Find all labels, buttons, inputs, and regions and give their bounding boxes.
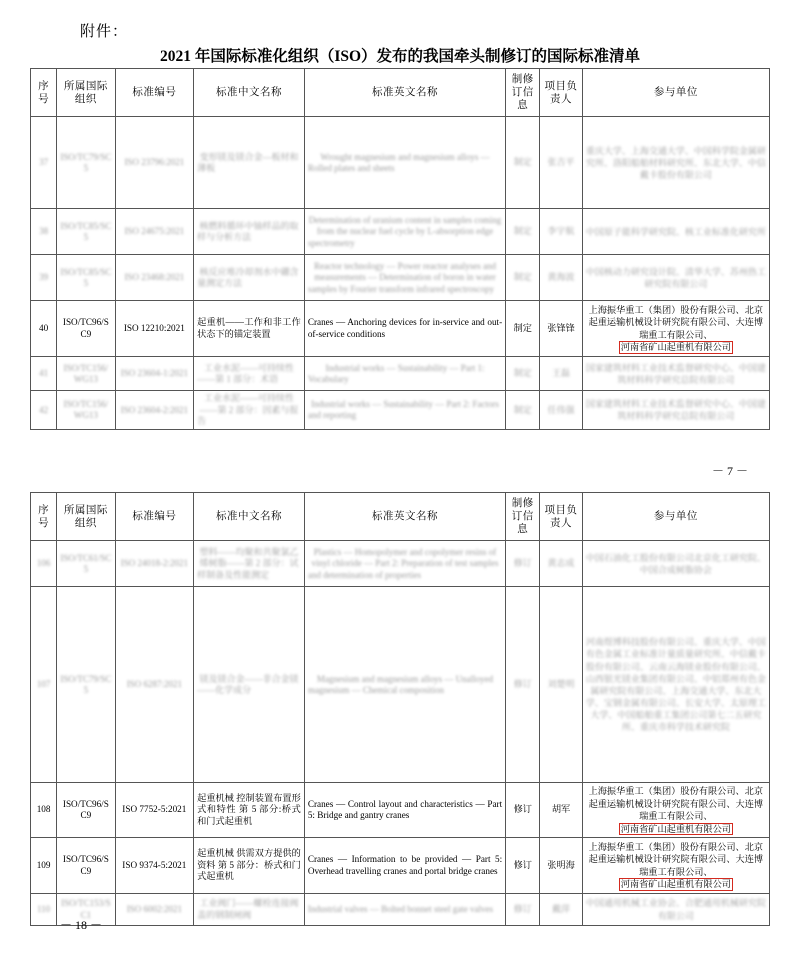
cell-units: 河南煜博科技股份有限公司、重庆大学、中国有色金属工业标准计量质量研究所、中信戴卡股份有限公司、云南云海镁业股份有限公司、山西银光镁业集团有限公司、中铝郑州有色金属研究院有限公司、上海交通大学、东北大学、宝钢金属有限公司、长安大学、太原理工大学、中国船舶重工集团公司第七二五研究所、重庆市科学技术研究院 bbox=[582, 587, 769, 783]
column-header-revision: 制修订信息 bbox=[506, 69, 540, 117]
cell-org: ISO/TC85/SC5 bbox=[57, 209, 115, 255]
table-row bbox=[31, 357, 770, 391]
column-header-owner: 项目负责人 bbox=[540, 493, 582, 541]
column-header-units: 参与单位 bbox=[582, 493, 769, 541]
cell-units: 重庆大学、上海交通大学、中国科学院金属研究所、洛阳船舶材料研究所、东北大学、中信戴卡股份有限公司 bbox=[582, 117, 769, 209]
cell-units bbox=[582, 301, 769, 357]
cell-zh-name: 镁及镁合金——非合金镁——化学成分 bbox=[194, 587, 305, 783]
column-header-owner: 项目负责人 bbox=[540, 69, 582, 117]
cell-org: ISO/TC96/SC9 bbox=[57, 301, 115, 357]
cell-owner: 任伟强 bbox=[540, 391, 582, 430]
units-highlight-text: 河南省矿山起重机有限公司 bbox=[620, 823, 731, 834]
cell-revision: 制定 bbox=[506, 301, 540, 357]
cell-revision: 制定 bbox=[506, 209, 540, 255]
cell-zh-name: 起重机械 控制装置布置形式和特性 第 5 部分:桥式和门式起重机 bbox=[194, 783, 305, 838]
cell-std-no: ISO 23796:2021 bbox=[115, 117, 194, 209]
table-header-row bbox=[31, 69, 770, 117]
cell-std-no: ISO 7752-5:2021 bbox=[115, 783, 194, 838]
cell-seq: 108 bbox=[31, 783, 57, 838]
cell-en-name: Plastics — Homopolymer and copolymer resins of vinyl chloride — Part 2: Preparation of test samples and determination of properties bbox=[304, 541, 505, 587]
column-header-seq: 序号 bbox=[31, 69, 57, 117]
table-row-highlighted bbox=[31, 783, 770, 838]
cell-en-name: Cranes — Anchoring devices for in-service and out-of-service conditions bbox=[304, 301, 505, 357]
cell-en-name: Reactor technology — Power reactor analyses and measurements — Determination of boron in water samples by Fourier transform infrared spectroscopy bbox=[304, 255, 505, 301]
cell-revision: 修订 bbox=[506, 541, 540, 587]
cell-units: 国家建筑材料工业技术监督研究中心、中国建筑材料科学研究总院有限公司 bbox=[582, 391, 769, 430]
page-number-top: － 7 － bbox=[711, 464, 748, 478]
table-header-row bbox=[31, 493, 770, 541]
cell-zh-name: 工业阀门——螺栓连接阀盖的钢制闸阀 bbox=[194, 894, 305, 926]
cell-org: ISO/TC153/SC1 bbox=[57, 894, 115, 926]
cell-seq: 40 bbox=[31, 301, 57, 357]
column-header-revision: 制修订信息 bbox=[506, 493, 540, 541]
attachment-label: 附件： bbox=[80, 24, 129, 40]
cell-en-name: Industrial valves — Bolted bonnet steel gate valves bbox=[304, 894, 505, 926]
cell-owner: 黄志成 bbox=[540, 541, 582, 587]
cell-units: 国家建筑材料工业技术监督研究中心、中国建筑材料科学研究总院有限公司 bbox=[582, 357, 769, 391]
cell-en-name: Determination of uranium content in samples coming from the nuclear fuel cycle by L-absorption edge spectrometry bbox=[304, 209, 505, 255]
cell-std-no: ISO 9374-5:2021 bbox=[115, 838, 194, 894]
cell-units bbox=[582, 838, 769, 894]
cell-seq: 109 bbox=[31, 838, 57, 894]
column-header-zh-name: 标准中文名称 bbox=[194, 69, 305, 117]
cell-std-no: ISO 23604-1:2021 bbox=[115, 357, 194, 391]
cell-seq: 107 bbox=[31, 587, 57, 783]
cell-owner: 胡军 bbox=[540, 783, 582, 838]
cell-std-no: ISO 23604-2:2021 bbox=[115, 391, 194, 430]
cell-en-name: Wrought magnesium and magnesium alloys — Rolled plates and sheets bbox=[304, 117, 505, 209]
units-highlight-text: 河南省矿山起重机有限公司 bbox=[620, 342, 731, 353]
cell-en-name: Industrial works — Sustainability — Part 1: Vocabulary bbox=[304, 357, 505, 391]
cell-std-no: ISO 6287:2021 bbox=[115, 587, 194, 783]
standards-table-top bbox=[30, 68, 770, 430]
cell-revision: 制定 bbox=[506, 391, 540, 430]
cell-zh-name: 变形镁及镁合金—板材和薄板 bbox=[194, 117, 305, 209]
cell-zh-name: 工业水泥——可持续性——第 2 部分：因素与报告 bbox=[194, 391, 305, 430]
page-number-bottom: － 18 － bbox=[60, 918, 103, 932]
cell-revision: 修订 bbox=[506, 894, 540, 926]
cell-units bbox=[582, 783, 769, 838]
cell-revision: 制定 bbox=[506, 255, 540, 301]
cell-zh-name: 核反应堆冷却剂水中硼含量测定方法 bbox=[194, 255, 305, 301]
table-row bbox=[31, 117, 770, 209]
table-row bbox=[31, 255, 770, 301]
column-header-zh-name: 标准中文名称 bbox=[194, 493, 305, 541]
cell-en-name: Cranes — Information to be provided — Part 5: Overhead travelling cranes and portal bridge cranes bbox=[304, 838, 505, 894]
cell-revision: 修订 bbox=[506, 838, 540, 894]
cell-owner: 张明海 bbox=[540, 838, 582, 894]
column-header-org: 所属国际组织 bbox=[57, 69, 115, 117]
column-header-org: 所属国际组织 bbox=[57, 493, 115, 541]
cell-org: ISO/TC96/SC9 bbox=[57, 783, 115, 838]
cell-zh-name: 核燃料循环中铀样品的取样与分析方法 bbox=[194, 209, 305, 255]
cell-org: ISO/TC61/SC5 bbox=[57, 541, 115, 587]
cell-owner: 戴萍 bbox=[540, 894, 582, 926]
units-plain-text: 上海振华重工（集团）股份有限公司、北京起重运输机械设计研究院有限公司、大连博瑞重工有限公司、 bbox=[588, 305, 764, 340]
table-row-highlighted bbox=[31, 838, 770, 894]
cell-zh-name: 塑料——均聚和共聚氯乙烯树脂——第 2 部分：试样制备及性能测定 bbox=[194, 541, 305, 587]
cell-owner: 张锋锋 bbox=[540, 301, 582, 357]
cell-org: ISO/TC156/WG13 bbox=[57, 357, 115, 391]
cell-revision: 制定 bbox=[506, 117, 540, 209]
units-highlight-text: 河南省矿山起重机有限公司 bbox=[620, 878, 731, 889]
cell-units: 中国原子能科学研究院、核工业标准化研究所 bbox=[582, 209, 769, 255]
page-title: 2021 年国际标准化组织（ISO）发布的我国牵头制修订的国际标准清单 bbox=[159, 48, 641, 65]
table-row bbox=[31, 209, 770, 255]
column-header-std-no: 标准编号 bbox=[115, 69, 194, 117]
column-header-std-no: 标准编号 bbox=[115, 493, 194, 541]
table-row-highlighted bbox=[31, 301, 770, 357]
cell-std-no: ISO 24018-2:2021 bbox=[115, 541, 194, 587]
cell-org: ISO/TC96/SC9 bbox=[57, 838, 115, 894]
cell-std-no: ISO 6002:2021 bbox=[115, 894, 194, 926]
cell-units: 中国石油化工股份有限公司北京化工研究院、中国合成树脂协会 bbox=[582, 541, 769, 587]
cell-units: 中国通用机械工业协会、合肥通用机械研究院有限公司 bbox=[582, 894, 769, 926]
column-header-units: 参与单位 bbox=[582, 69, 769, 117]
cell-revision: 制定 bbox=[506, 357, 540, 391]
cell-zh-name: 起重机——工作和非工作状态下的锚定装置 bbox=[194, 301, 305, 357]
cell-seq: 39 bbox=[31, 255, 57, 301]
cell-seq: 42 bbox=[31, 391, 57, 430]
column-header-en-name: 标准英文名称 bbox=[304, 69, 505, 117]
cell-revision: 修订 bbox=[506, 783, 540, 838]
cell-units: 中国核动力研究设计院、清华大学、苏州热工研究院有限公司 bbox=[582, 255, 769, 301]
column-header-seq: 序号 bbox=[31, 493, 57, 541]
cell-seq: 41 bbox=[31, 357, 57, 391]
cell-owner: 王磊 bbox=[540, 357, 582, 391]
cell-seq: 37 bbox=[31, 117, 57, 209]
cell-std-no: ISO 24675:2021 bbox=[115, 209, 194, 255]
cell-en-name: Industrial works — Sustainability — Part 2: Factors and reporting bbox=[304, 391, 505, 430]
table-row bbox=[31, 894, 770, 926]
table-row bbox=[31, 587, 770, 783]
cell-owner: 黄海波 bbox=[540, 255, 582, 301]
cell-seq: 106 bbox=[31, 541, 57, 587]
units-plain-text: 上海振华重工（集团）股份有限公司、北京起重运输机械设计研究院有限公司、大连博瑞重工有限公司、 bbox=[588, 841, 764, 877]
cell-std-no: ISO 12210:2021 bbox=[115, 301, 194, 357]
cell-zh-name: 工业水泥——可持续性——第 1 部分：术语 bbox=[194, 357, 305, 391]
cell-owner: 张吉平 bbox=[540, 117, 582, 209]
units-plain-text: 上海振华重工（集团）股份有限公司、北京起重运输机械设计研究院有限公司、大连博瑞重工有限公司、 bbox=[588, 786, 764, 822]
cell-owner: 李宇航 bbox=[540, 209, 582, 255]
table-row bbox=[31, 391, 770, 430]
cell-org: ISO/TC85/SC5 bbox=[57, 255, 115, 301]
cell-seq: 110 bbox=[31, 894, 57, 926]
standards-table-bottom bbox=[30, 492, 770, 926]
column-header-en-name: 标准英文名称 bbox=[304, 493, 505, 541]
cell-en-name: Magnesium and magnesium alloys — Unalloyed magnesium — Chemical composition bbox=[304, 587, 505, 783]
table-row bbox=[31, 541, 770, 587]
cell-en-name: Cranes — Control layout and characteristics — Part 5: Bridge and gantry cranes bbox=[304, 783, 505, 838]
cell-org: ISO/TC79/SC5 bbox=[57, 117, 115, 209]
cell-revision: 修订 bbox=[506, 587, 540, 783]
cell-org: ISO/TC79/SC5 bbox=[57, 587, 115, 783]
cell-seq: 38 bbox=[31, 209, 57, 255]
cell-zh-name: 起重机械 供需双方提供的资料 第 5 部分：桥式和门式起重机 bbox=[194, 838, 305, 894]
cell-std-no: ISO 23468:2021 bbox=[115, 255, 194, 301]
cell-org: ISO/TC156/WG13 bbox=[57, 391, 115, 430]
cell-owner: 刘楚明 bbox=[540, 587, 582, 783]
